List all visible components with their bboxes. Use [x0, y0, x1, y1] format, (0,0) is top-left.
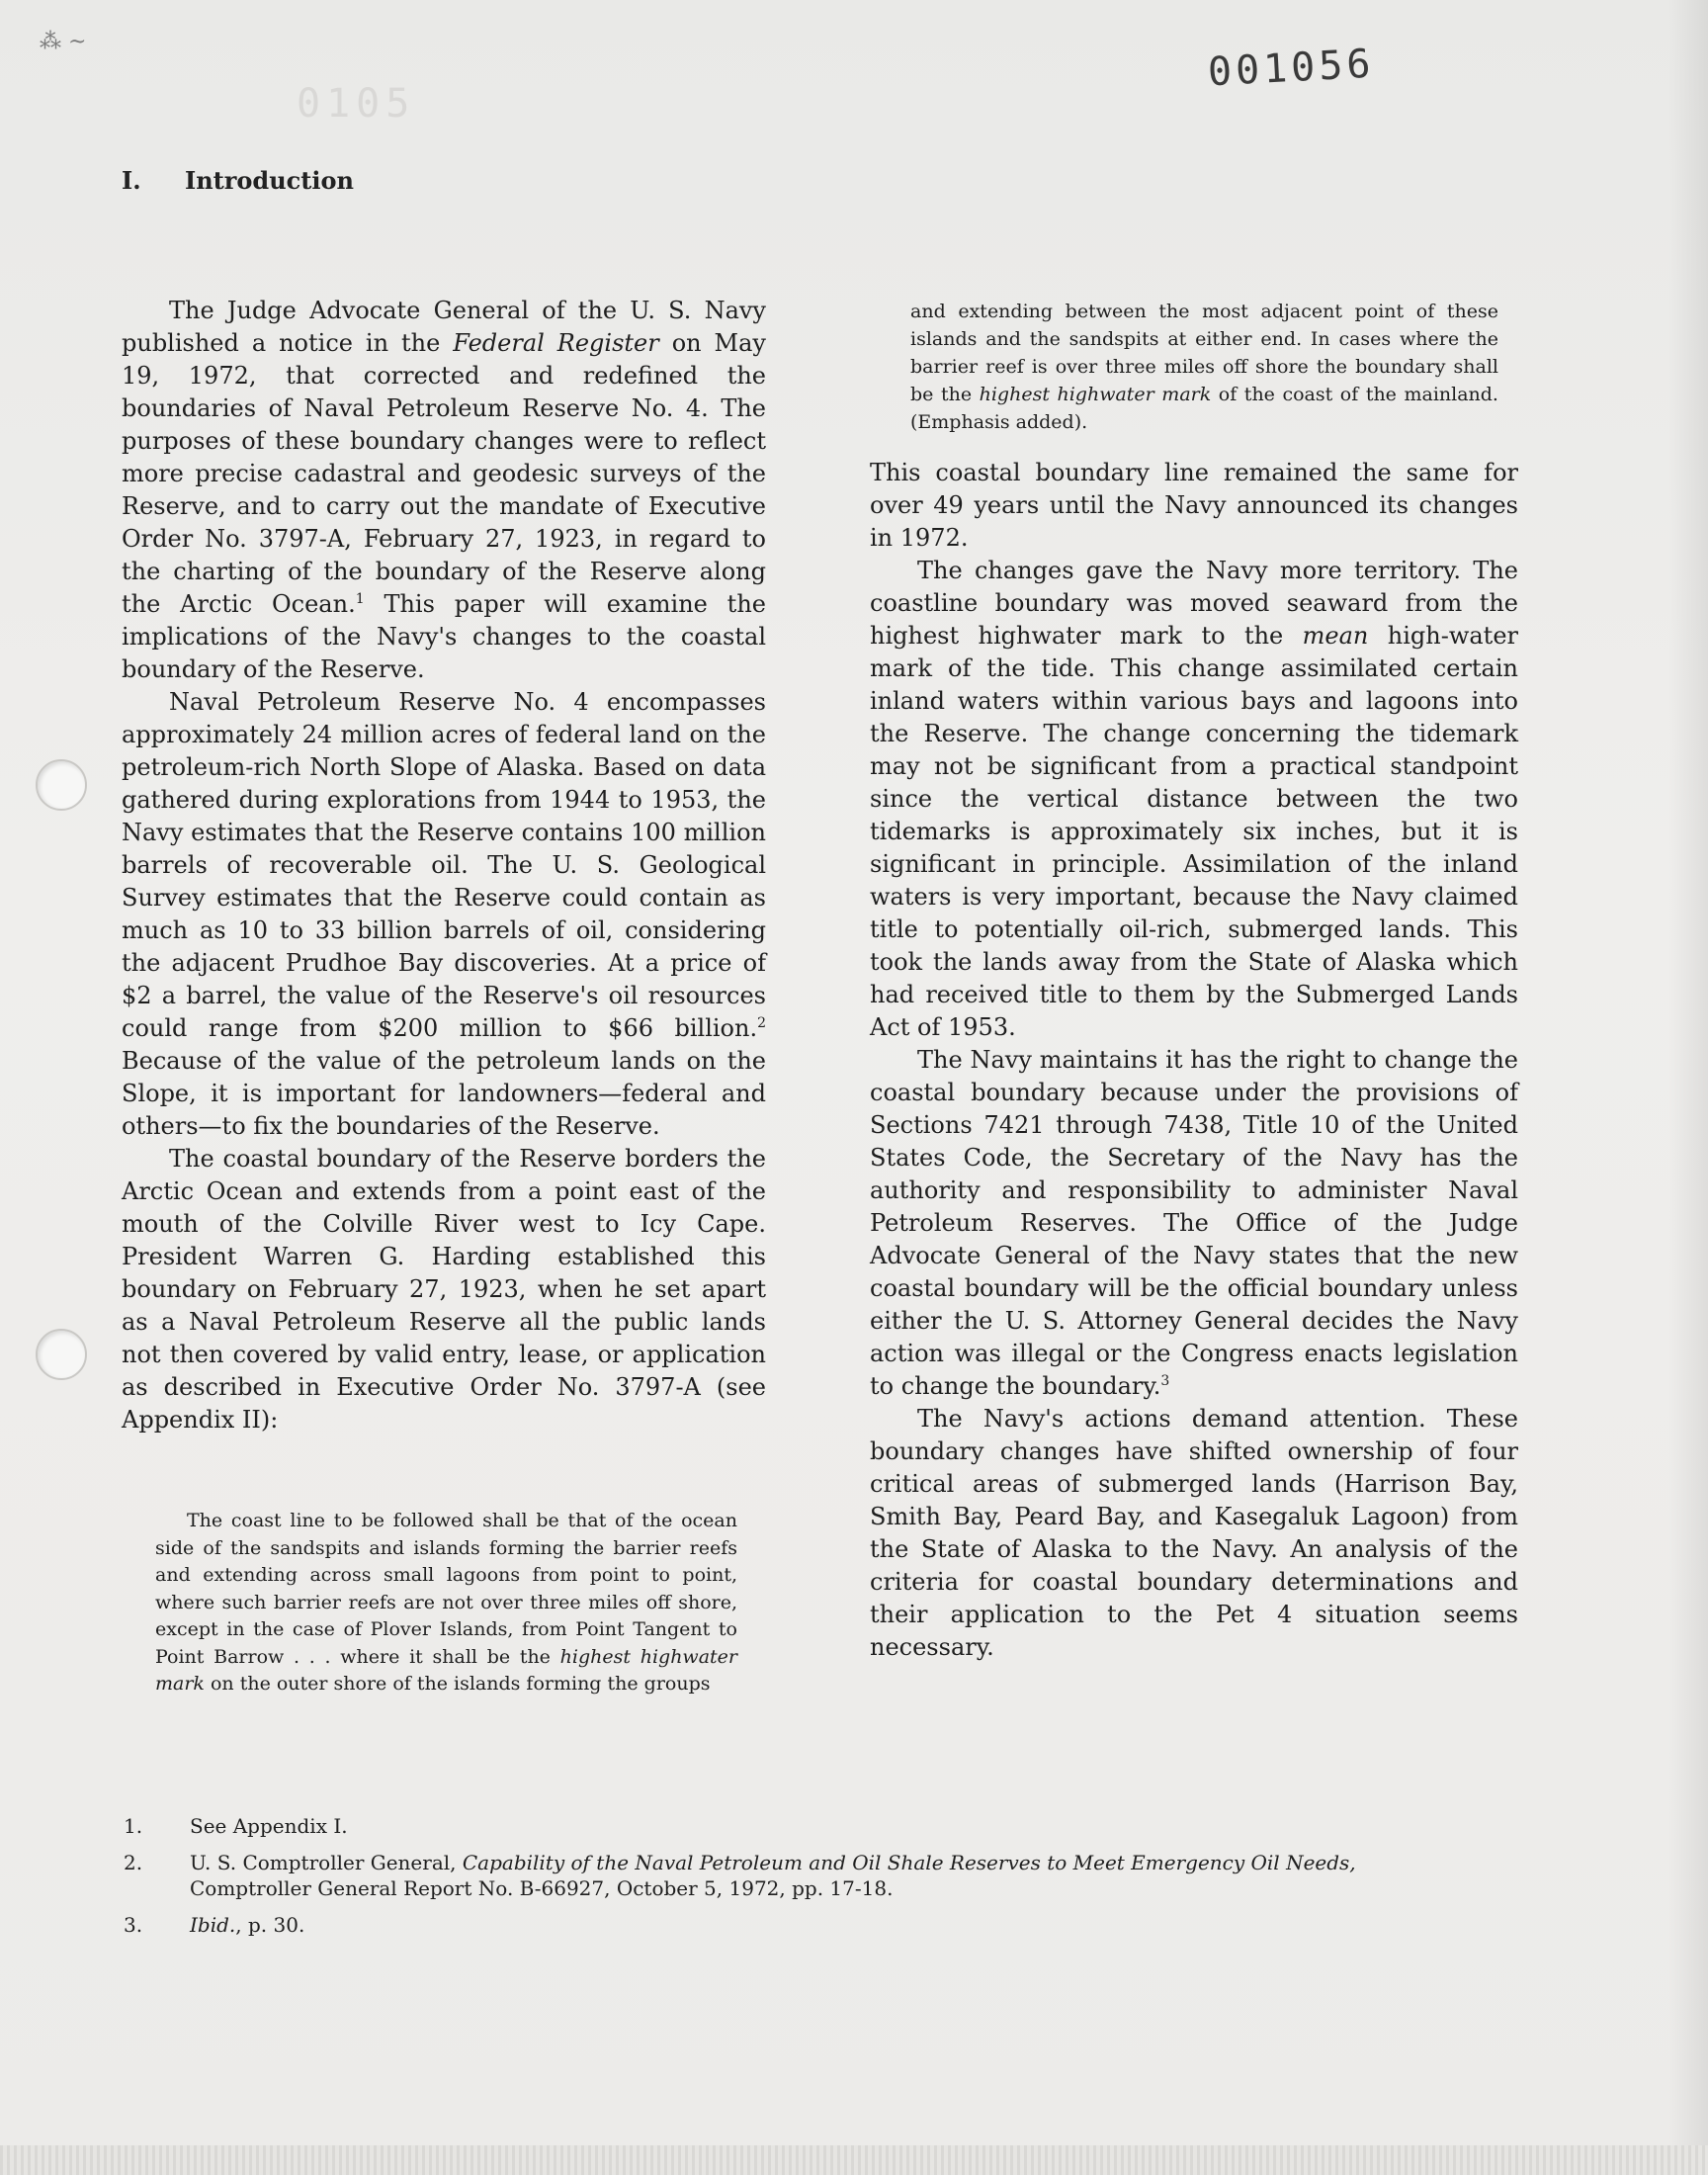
binder-hole-icon — [36, 1329, 87, 1380]
right-column — [870, 457, 1518, 1664]
block-quote — [155, 1508, 737, 1698]
scan-smudge: ⁂ ~ — [40, 30, 87, 54]
text: Comptroller General Report No. B-66927, October 5, 1972, pp. 17-18. — [190, 1876, 894, 1900]
page-edge-shadow — [1668, 0, 1708, 2175]
section-heading — [122, 166, 354, 195]
footnote-ref: 1 — [355, 591, 365, 607]
text-italic: mean — [1302, 622, 1369, 650]
text: The Navy maintains it has the right to change the coastal boundary because under the provisions of Sections 7421 through 7438, Title 10 of the United States Code, the Secretary of the Navy has the authority and responsibility to administer Naval Petroleum Reserves. The Office of the Judge Advocate General of the Navy states that the new coastal boundary will be the official boundary unless either the U. S. Attorney General decides the Navy action was illegal or the Congress enacts legislation to change the boundary. — [870, 1046, 1518, 1400]
footnotes — [124, 1813, 1359, 1949]
section-number: I. — [122, 166, 141, 195]
text-italic: highest highwater mark — [979, 384, 1212, 405]
footnote-text — [190, 1912, 1359, 1938]
document-number-stamp: 001056 — [1206, 41, 1376, 96]
text: U. S. Comptroller General, — [190, 1851, 463, 1874]
paragraph — [870, 555, 1518, 1044]
text: See Appendix I. — [190, 1814, 348, 1838]
text: The changes gave the Navy more territory. The coastline boundary was moved seaward from the highest highwater mark to the — [870, 557, 1518, 650]
paragraph: This coastal boundary line remained the same for over 49 years until the Navy announced its changes in 1972. — [870, 459, 1518, 552]
block-quote-continued — [910, 298, 1498, 436]
paragraph: The coastal boundary of the Reserve borders the Arctic Ocean and extends from a point east of the mouth of the Colville River west to Icy Cape. President Warren G. Harding established this boundary on February 27, 1923, when he set apart as a Naval Petroleum Reserve all the public lands not then covered by valid entry, lease, or application as described in Executive Order No. 3797-A (see Appendix II): — [122, 1145, 766, 1434]
footnote-text — [190, 1850, 1359, 1901]
footnote-number: 2. — [124, 1851, 143, 1874]
footnote-item — [124, 1850, 1359, 1901]
text: The coast line to be followed shall be that of the ocean side of the sandspits and islands forming the barrier reefs and extending across small lagoons from point to point, where such barrier reefs are not over three miles off shore, except in the case of Plover Islands, from Point Tangent to Point Barrow . . . where it shall be the — [155, 1510, 737, 1668]
text: and extending between the most adjacent point of these islands and the sandspits at either end. In cases where the barrier reef is over three miles off shore the boundary shall be the — [910, 301, 1498, 405]
text-italic: highest highwater mark — [155, 1645, 737, 1695]
text: This paper will examine the implications of the Navy's changes to the coastal boundary of the Reserve. — [122, 590, 766, 683]
footnote-ref: 2 — [757, 1015, 766, 1031]
text: Naval Petroleum Reserve No. 4 encompasses approximately 24 million acres of federal land on the petroleum-rich North Slope of Alaska. Based on data gathered during explorations from 1944 to 1953, the Navy estimates that the Reserve contains 100 million barrels of recoverable oil. The U. S. Geological Survey estimates that the Reserve could contain as much as 10 to 33 billion barrels of oil, considering the adjacent Prudhoe Bay discoveries. At a price of $2 a barrel, the value of the Reserve's oil resources could range from $200 million to $66 billion. — [122, 688, 766, 1042]
footnote-text — [190, 1813, 1359, 1839]
ghost-stamp-bleedthrough: 0105 — [297, 81, 416, 127]
text: Because of the value of the petroleum lands on the Slope, it is important for landowners—federal and others—to fix the boundaries of the Reserve. — [122, 1047, 766, 1140]
section-title: Introduction — [185, 166, 354, 195]
paragraph: The Navy's actions demand attention. These boundary changes have shifted ownership of four critical areas of submerged lands (Harrison Bay, Smith Bay, Peard Bay, and Kasegaluk Lagoon) from the State of Alaska to the Navy. An analysis of the criteria for coastal boundary determinations and their application to the Pet 4 situation seems necessary. — [870, 1405, 1518, 1661]
text: The Judge Advocate General of the U. S. Navy published a notice in the — [122, 297, 766, 357]
binder-hole-icon — [36, 759, 87, 811]
text: high-water mark of the tide. This change assimilated certain inland waters within various bays and lagoons into the Reserve. The change concerning the tidemark may not be significant from a practical standpoint since the vertical distance between the two tidemarks is approximately six inches, but it is significant in principle. Assimilation of the inland waters is very important, because the Navy claimed title to potentially oil-rich, submerged lands. This took the lands away from the State of Alaska which had received title to them by the Submerged Lands Act of 1953. — [870, 622, 1518, 1041]
text: of the coast of the mainland. (Emphasis added). — [910, 384, 1498, 433]
text-italic: Ibid. — [190, 1913, 236, 1937]
footnote-item — [124, 1813, 1359, 1839]
paragraph — [122, 295, 766, 686]
paragraph — [122, 686, 766, 1143]
paragraph — [870, 1044, 1518, 1403]
left-column — [122, 295, 766, 1436]
footnote-item — [124, 1912, 1359, 1938]
text-italic: Federal Register — [453, 329, 659, 357]
scan-artifact-band — [0, 2145, 1708, 2175]
text: on the outer shore of the islands forming the groups — [204, 1673, 711, 1695]
footnote-number: 1. — [124, 1814, 143, 1838]
footnote-ref: 3 — [1160, 1373, 1170, 1389]
text: on May 19, 1972, that corrected and redefined the boundaries of Naval Petroleum Reserve No. 4. The purposes of these boundary changes were to reflect more precise cadastral and geodesic surveys of the Reserve, and to carry out the mandate of Executive Order No. 3797-A, February 27, 1923, in regard to the charting of the boundary of the Reserve along the Arctic Ocean. — [122, 329, 766, 618]
footnote-number: 3. — [124, 1913, 143, 1937]
text-italic: Capability of the Naval Petroleum and Oil Shale Reserves to Meet Emergency Oil Needs, — [462, 1851, 1356, 1874]
text: , p. 30. — [235, 1913, 305, 1937]
